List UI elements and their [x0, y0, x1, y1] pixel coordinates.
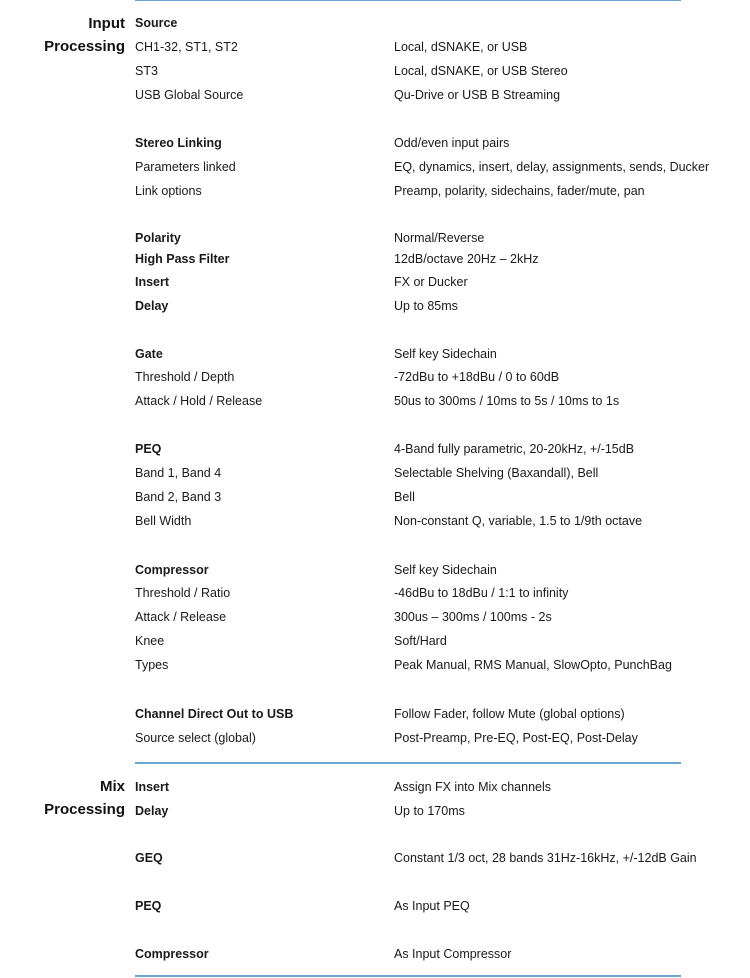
section-title-line1: Input [88, 15, 125, 32]
spec-value: 4-Band fully parametric, 20-20kHz, +/-15dB [394, 442, 635, 456]
spec-label: Threshold / Depth [135, 370, 235, 384]
spec-label: Band 1, Band 4 [135, 466, 222, 480]
spec-row-insert [0, 272, 750, 292]
spec-value: Non-constant Q, variable, 1.5 to 1/9th octave [394, 514, 643, 528]
spec-value: Local, dSNAKE, or USB Stereo [394, 64, 568, 78]
spec-row-mix-compressor [0, 944, 750, 964]
spec-value: -46dBu to 18dBu / 1:1 to infinity [394, 586, 569, 600]
spec-label: Delay [135, 299, 169, 313]
spec-value: Self key Sidechain [394, 347, 497, 361]
spec-label: Source [135, 16, 178, 30]
spec-value: Selectable Shelving (Baxandall), Bell [394, 466, 599, 480]
spec-label: Delay [135, 804, 169, 818]
spec-value: Assign FX into Mix channels [394, 780, 552, 794]
spec-row-delay [0, 296, 750, 316]
spec-label: Parameters linked [135, 160, 236, 174]
section-divider [135, 762, 681, 764]
spec-row-direct-out-usb [0, 704, 750, 724]
spec-row-source [0, 13, 750, 33]
spec-row-usb-global-source [0, 85, 750, 105]
spec-value: Soft/Hard [394, 634, 447, 648]
section-title-line2: Processing [44, 38, 125, 55]
spec-value: 300us – 300ms / 100ms - 2s [394, 610, 552, 624]
spec-row-stereo-linking [0, 133, 750, 153]
spec-label: Insert [135, 275, 170, 289]
spec-row-gate-attack-hold-release [0, 391, 750, 411]
spec-row-mix-peq [0, 896, 750, 916]
spec-label: Types [135, 658, 169, 672]
spec-row-knee [0, 631, 750, 651]
spec-row-compressor [0, 560, 750, 580]
spec-row-comp-attack-release [0, 607, 750, 627]
spec-label: Polarity [135, 231, 181, 245]
spec-label: CH1-32, ST1, ST2 [135, 40, 238, 54]
spec-value: FX or Ducker [394, 275, 468, 289]
spec-label: ST3 [135, 64, 158, 78]
spec-label: Threshold / Ratio [135, 586, 231, 600]
spec-value: Post-Preamp, Pre-EQ, Post-EQ, Post-Delay [394, 731, 638, 745]
spec-label: Channel Direct Out to USB [135, 707, 294, 721]
spec-label: Compressor [135, 947, 209, 961]
spec-value: EQ, dynamics, insert, delay, assignments, sends, Ducker [394, 160, 710, 174]
spec-label: Link options [135, 184, 202, 198]
spec-row-comp-threshold-ratio [0, 583, 750, 603]
top-divider [135, 0, 681, 1]
spec-label: Compressor [135, 563, 209, 577]
spec-value: Bell [394, 490, 415, 504]
spec-value: Odd/even input pairs [394, 136, 510, 150]
spec-row-polarity [0, 228, 750, 248]
spec-row-link-options [0, 181, 750, 201]
spec-value: Up to 85ms [394, 299, 458, 313]
spec-row-peq [0, 439, 750, 459]
bottom-divider [135, 975, 681, 977]
spec-value: Normal/Reverse [394, 231, 485, 245]
spec-label: Bell Width [135, 514, 192, 528]
spec-label: USB Global Source [135, 88, 244, 102]
spec-row-channels [0, 37, 750, 57]
spec-value: Qu-Drive or USB B Streaming [394, 88, 561, 102]
spec-value: Up to 170ms [394, 804, 465, 818]
spec-value: As Input Compressor [394, 947, 512, 961]
section-title-line2: Processing [44, 801, 125, 818]
spec-value: 50us to 300ms / 10ms to 5s / 10ms to 1s [394, 394, 620, 408]
spec-row-mix-insert [0, 777, 750, 797]
spec-label: PEQ [135, 442, 162, 456]
spec-row-parameters-linked [0, 157, 750, 177]
spec-label: Stereo Linking [135, 136, 222, 150]
section-title-line1: Mix [99, 778, 125, 795]
spec-row-source-select [0, 728, 750, 748]
spec-value: Local, dSNAKE, or USB [394, 40, 528, 54]
spec-value: Constant 1/3 oct, 28 bands 31Hz-16kHz, +/-12dB Gain [394, 851, 697, 865]
spec-row-band-1-4 [0, 463, 750, 483]
spec-row-types [0, 655, 750, 675]
spec-value: 12dB/octave 20Hz – 2kHz [394, 252, 539, 266]
spec-row-gate [0, 344, 750, 364]
spec-value: Self key Sidechain [394, 563, 497, 577]
spec-value: -72dBu to +18dBu / 0 to 60dB [394, 370, 560, 384]
spec-value: Preamp, polarity, sidechains, fader/mute, pan [394, 184, 645, 198]
spec-row-high-pass-filter [0, 249, 750, 269]
spec-label: Attack / Release [135, 610, 227, 624]
spec-label: Gate [135, 347, 163, 361]
spec-row-mix-delay [0, 801, 750, 821]
spec-row-st3 [0, 61, 750, 81]
spec-label: Knee [135, 634, 165, 648]
spec-value: Follow Fader, follow Mute (global options) [394, 707, 625, 721]
spec-row-mix-geq [0, 848, 750, 868]
spec-value: Peak Manual, RMS Manual, SlowOpto, PunchBag [394, 658, 672, 672]
spec-label: PEQ [135, 899, 162, 913]
spec-value: As Input PEQ [394, 899, 470, 913]
spec-label: Band 2, Band 3 [135, 490, 222, 504]
spec-label: Insert [135, 780, 170, 794]
spec-row-band-2-3 [0, 487, 750, 507]
spec-label: High Pass Filter [135, 252, 230, 266]
spec-row-gate-threshold-depth [0, 367, 750, 387]
spec-row-bell-width [0, 511, 750, 531]
spec-label: Attack / Hold / Release [135, 394, 263, 408]
spec-label: Source select (global) [135, 731, 256, 745]
spec-label: GEQ [135, 851, 163, 865]
